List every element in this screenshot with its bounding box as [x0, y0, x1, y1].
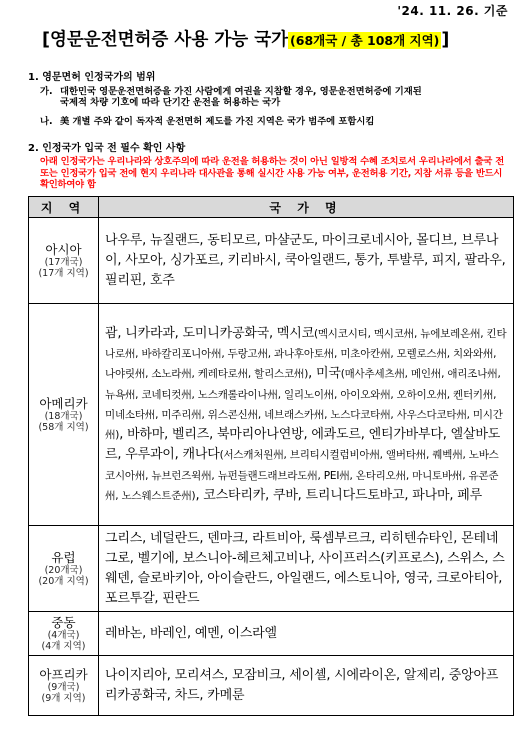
title-main: [영문운전면허증 사용 가능 국가 — [42, 30, 289, 50]
header-region: 지 역 — [29, 197, 99, 218]
header-country: 국 가 명 — [99, 197, 514, 218]
region-name: 중동 — [51, 614, 76, 630]
region-country-count: (4개국) — [47, 629, 80, 641]
country-list: 그리스, 네덜란드, 덴마크, 라트비아, 룩셈부르크, 리히텐슈타인, 몬테네그로, 벨기에, 보스니아-헤르체고비나, 사이프러스(키프로스), 스위스, 스웨덴, 슬로바키아, 아이슬란드, 아일랜드, 에스토니아, 영국, 크로아티아, 포르투갈, 핀란드 — [99, 526, 514, 612]
canada-provinces: (서스캐처원州, 브리티시컬럼비아州, 앨버타州, 퀘벡州, 노바스코시아州, 뉴브런즈윅州, 뉴펀들랜드래브라도州, PEI州, 온타리오州, 마니토바州, 유콘준州, 노스웨스트준州) — [105, 449, 499, 502]
warning-text: 아래 인정국가는 우리나라와 상호주의에 따라 운전을 허용하는 것이 아닌 일방적 수혜 조치로서 우리나라에서 출국 전 또는 인정국가 입국 전에 현지 우리나라 대사관을 통해 실시간 사용 가능 여부, 운전허용 기간, 지참 서류 등을 반드시 확인하여야 함 — [40, 156, 504, 191]
region-country-count: (9개국) — [47, 681, 80, 693]
title-highlight: (68개국 / 총 108개 지역) — [290, 33, 440, 48]
table-row-africa — [29, 656, 514, 716]
table-row-middle-east — [29, 612, 514, 656]
region-cell — [29, 218, 99, 304]
country-list: 레바논, 바레인, 예멘, 이스라엘 — [99, 612, 514, 656]
country-list — [99, 304, 514, 526]
country-list: 나우루, 뉴질랜드, 동티모르, 마샬군도, 마이크로네시아, 몰디브, 브루나이, 사모아, 싱가포르, 키리바시, 쿡아일랜드, 통가, 투발루, 피지, 팔라우, 필리핀, 호주 — [99, 218, 514, 304]
region-area-count: (58개 지역) — [38, 421, 89, 433]
country-table — [28, 196, 514, 716]
section-2-heading: 2. 인정국가 입국 전 필수 확인 사항 — [28, 143, 186, 154]
americas-part-c: , 바하마, 벨리즈, 북마리아나연방, 에콰도르, 엔티가바부다, 엘살바도르, 우루과이, 캐나다 — [105, 427, 501, 463]
item-na-text: 美 개별 주와 같이 독자적 운전면허 제도를 가진 지역은 국가 범주에 포함시킴 — [60, 116, 375, 127]
usa-states: (매사추세츠州, 메인州, 애리조나州, 뉴욕州, 코네티컷州, 노스캐롤라이나州, 일리노이州, 아이오와州, 오하이오州, 켄터키州, 미네소타州, 미주리州, 위스콘신州, 네브래스카州, 노스다코타州, 사우스다코타州, 미시간州) — [105, 368, 503, 442]
region-cell — [29, 526, 99, 612]
region-cell — [29, 656, 99, 716]
region-area-count: (20개 지역) — [38, 575, 89, 587]
region-name: 아시아 — [45, 241, 82, 257]
mexico-states: (멕시코시티, 멕시코州, 뉴에보레온州, 킨타나로州, 바하칼리포니아州, 두랑고州, 과나후아토州, 미초아칸州, 모렐로스州, 치와와州, 나야릿州, 소노라州, 케레타로州, 할리스코州) — [105, 328, 507, 381]
region-country-count: (18개국) — [44, 410, 83, 422]
reference-date: '24. 11. 26. 기준 — [397, 4, 508, 18]
americas-part-b: , 미국 — [308, 366, 341, 382]
section-1-item-na — [40, 116, 510, 127]
region-cell — [29, 304, 99, 526]
section-1-item-ga — [40, 86, 510, 108]
region-name: 유럽 — [51, 549, 76, 565]
table-header-row — [29, 197, 514, 218]
item-ga-mark: 가. — [40, 86, 53, 97]
americas-part-a: 괌, 니카라과, 도미니카공화국, 멕시코 — [105, 326, 314, 342]
item-ga-line2: 국제적 차량 기호에 따라 단기간 운전을 허용하는 국가 — [60, 97, 281, 108]
country-list: 나이지리아, 모리셔스, 모잠비크, 세이셸, 시에라이온, 알제리, 중앙아프리카공화국, 차드, 카메룬 — [99, 656, 514, 716]
region-name: 아프리카 — [39, 666, 88, 682]
region-name: 아메리카 — [39, 395, 88, 411]
section-1-heading: 1. 영문면허 인정국가의 범위 — [28, 72, 156, 83]
table-row-americas — [29, 304, 514, 526]
region-area-count: (17개 지역) — [38, 267, 89, 279]
table-row-asia — [29, 218, 514, 304]
title-close: ] — [441, 30, 450, 50]
region-cell — [29, 612, 99, 656]
region-area-count: (9개 지역) — [41, 692, 86, 704]
item-na-mark: 나. — [40, 116, 53, 127]
table-row-europe — [29, 526, 514, 612]
region-country-count: (20개국) — [44, 564, 83, 576]
americas-part-d: , 코스타리카, 쿠바, 트리니다드토바고, 파나마, 페루 — [195, 487, 482, 503]
region-area-count: (4개 지역) — [41, 640, 86, 652]
item-ga-line1: 대한민국 영문운전면허증을 가진 사람에게 여권을 지참할 경우, 영문운전면허증에 기재된 — [60, 86, 422, 97]
page-title — [42, 26, 449, 51]
region-country-count: (17개국) — [44, 256, 83, 268]
